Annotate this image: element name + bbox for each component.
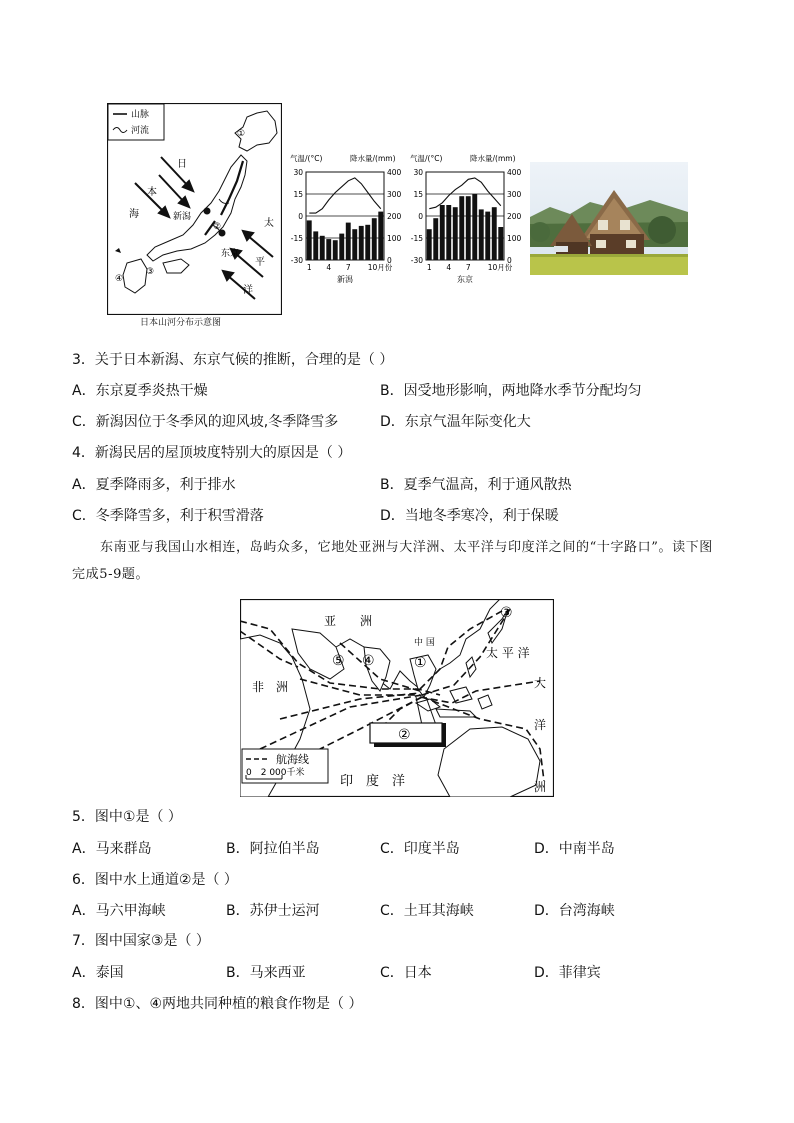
q4-option-c[interactable]: C．冬季降雪多，利于积雪滑落: [72, 508, 264, 524]
q5-option-c[interactable]: C．印度半岛: [380, 841, 460, 857]
month-tick-label: 7: [465, 263, 471, 272]
precip-bar: [453, 207, 458, 260]
precip-bar: [466, 196, 471, 260]
precip-bar: [320, 236, 325, 260]
temp-tick-label: 0: [418, 212, 423, 221]
precip-bar: [352, 229, 357, 260]
precip-bar: [333, 240, 338, 260]
temp-tick-label: 15: [293, 190, 303, 199]
temp-tick-label: 15: [413, 190, 423, 199]
precip-tick-label: 200: [507, 212, 522, 221]
ocean-char-yang: 洋: [243, 285, 253, 296]
q4-option-a[interactable]: A．夏季降雨多，利于排水: [72, 477, 236, 493]
precip-bar: [459, 196, 464, 260]
q3-option-b[interactable]: B．因受地形影响，两地降水季节分配均匀: [380, 383, 642, 399]
intro-paragraph: 东南亚与我国山水相连，岛屿众多，它地处亚洲与大洋洲、太平洋与印度洋之间的“十字路口”。读下图完成5-9题。: [72, 540, 713, 582]
precip-bar: [427, 229, 432, 260]
temp-tick-label: -15: [290, 234, 303, 243]
climate-chart-niigata: [288, 152, 408, 288]
precip-bar: [472, 194, 477, 260]
sea-routes-map-svg: [240, 599, 554, 797]
map2-marker-2: ②: [398, 727, 411, 743]
month-tick-label: 4: [446, 263, 452, 272]
climate-chart-niigata-svg: [288, 152, 408, 288]
precip-bar: [492, 207, 497, 260]
temp-tick-label: -30: [290, 256, 303, 265]
q6-option-a[interactable]: A．马六甲海峡: [72, 903, 166, 919]
question-4: 4．新潟民居的屋顶坡度特别大的原因是（ ）: [72, 445, 352, 461]
label-indian-ocean: 印 度 洋: [340, 774, 406, 789]
label-pacific: 太 平 洋: [486, 646, 530, 660]
marker-3: ③: [146, 267, 155, 277]
label-asia: 亚 洲: [324, 614, 373, 628]
legend-mountain: 山脉: [131, 110, 150, 120]
gassho-house-photo: [530, 162, 688, 275]
precip-bar: [378, 212, 383, 260]
q7-option-c[interactable]: C．日本: [380, 965, 432, 981]
precip-bar: [346, 223, 351, 260]
map2-marker-1: ①: [414, 655, 427, 671]
city-tokyo: 东京: [221, 249, 240, 259]
q7-option-d[interactable]: D．菲律宾: [534, 965, 601, 981]
legend-scale: 0 2 000千米: [246, 768, 305, 778]
q5-option-d[interactable]: D．中南半岛: [534, 841, 615, 857]
precip-bar: [359, 226, 364, 260]
precip-bar: [433, 218, 438, 260]
month-tick-label: 10月份: [367, 263, 393, 272]
precip-bar: [498, 227, 503, 260]
temp-tick-label: 30: [293, 168, 303, 177]
precip-axis-label: 降水量/(mm): [350, 154, 396, 163]
q6-option-d[interactable]: D．台湾海峡: [534, 903, 615, 919]
precip-tick-label: 0: [387, 256, 392, 265]
month-tick-label: 7: [345, 263, 351, 272]
q7-option-b[interactable]: B．马来西亚: [226, 965, 306, 981]
map2-marker-5: ⑤: [332, 653, 345, 669]
temp-tick-label: -30: [410, 256, 423, 265]
precip-bar: [440, 205, 445, 260]
label-da: 大: [534, 676, 547, 690]
precip-bar: [446, 205, 451, 260]
map2-marker-4: ④: [362, 653, 375, 669]
legend-river: 河流: [131, 126, 150, 136]
precip-bar: [326, 239, 331, 260]
month-tick-label: 1: [426, 263, 432, 272]
month-tick-label: 1: [306, 263, 312, 272]
month-tick-label: 10月份: [487, 263, 513, 272]
ocean-char-tai: 太: [264, 218, 274, 229]
sea-routes-map: [240, 599, 554, 797]
q7-option-a[interactable]: A．泰国: [72, 965, 124, 981]
q6-option-c[interactable]: C．土耳其海峡: [380, 903, 474, 919]
sea-char-ben: 本: [147, 187, 157, 198]
q3-option-a[interactable]: A．东京夏季炎热干燥: [72, 383, 208, 399]
climate-chart-tokyo: [408, 152, 528, 288]
q4-option-d[interactable]: D．当地冬季寒冷，利于保暖: [380, 508, 559, 524]
map2-marker-3: ③: [500, 605, 513, 621]
label-yang: 洋: [534, 718, 547, 732]
map-caption: 日本山河分布示意图: [140, 318, 222, 328]
q3-option-c[interactable]: C．新潟因位于冬季风的迎风坡,冬季降雪多: [72, 414, 339, 430]
precip-tick-label: 0: [507, 256, 512, 265]
question-6: 6．图中水上通道②是（ ）: [72, 872, 238, 888]
question-7: 7．图中国家③是（ ）: [72, 933, 210, 949]
japan-map-svg: [107, 103, 282, 315]
precip-bar: [479, 209, 484, 260]
month-tick-label: 4: [326, 263, 332, 272]
temperature-line: [309, 178, 381, 213]
precip-tick-label: 200: [387, 212, 402, 221]
temp-tick-label: 0: [298, 212, 303, 221]
marker-4: ④: [115, 274, 124, 284]
ocean-char-ping: 平: [255, 257, 265, 268]
marker-1: ①: [237, 129, 246, 139]
marker-2: ②: [213, 222, 222, 232]
precip-axis-label: 降水量/(mm): [470, 154, 516, 163]
temp-axis-label: 气温/(°C): [290, 154, 323, 163]
city-niigata: 新潟: [173, 212, 192, 222]
question-8: 8．图中①、④两地共同种植的粮食作物是（ ）: [72, 996, 363, 1012]
precip-bar: [313, 231, 318, 260]
precip-bar: [485, 212, 490, 260]
label-zhou: 洲: [534, 780, 547, 794]
japan-map: [107, 103, 282, 315]
precip-bar: [307, 220, 312, 260]
temp-tick-label: 30: [413, 168, 423, 177]
question-3: 3．关于日本新潟、东京气候的推断，合理的是（ ）: [72, 352, 394, 368]
question-5: 5．图中①是（ ）: [72, 809, 182, 825]
precip-tick-label: 300: [507, 190, 522, 199]
q5-option-b[interactable]: B．阿拉伯半岛: [226, 841, 320, 857]
label-africa: 非 洲: [252, 680, 289, 694]
precip-tick-label: 400: [387, 168, 402, 177]
temp-axis-label: 气温/(°C): [410, 154, 443, 163]
chart-title: 东京: [457, 275, 473, 284]
temperature-line: [429, 178, 501, 209]
q3-option-d[interactable]: D．东京气温年际变化大: [380, 414, 531, 430]
sea-char-hai: 海: [129, 209, 139, 220]
q4-option-b[interactable]: B．夏季气温高，利于通风散热: [380, 477, 572, 493]
precip-bar: [339, 234, 344, 260]
precip-tick-label: 100: [387, 234, 402, 243]
precip-tick-label: 300: [387, 190, 402, 199]
chart-title: 新潟: [337, 275, 353, 284]
q6-option-b[interactable]: B．苏伊士运河: [226, 903, 320, 919]
sea-char-ri: 日: [177, 159, 187, 170]
temp-tick-label: -15: [410, 234, 423, 243]
precip-tick-label: 400: [507, 168, 522, 177]
climate-chart-tokyo-svg: [408, 152, 528, 288]
precip-tick-label: 100: [507, 234, 522, 243]
precip-bar: [365, 225, 370, 260]
legend-route: 航海线: [276, 753, 309, 766]
q5-option-a[interactable]: A．马来群岛: [72, 841, 152, 857]
precip-bar: [372, 218, 377, 260]
label-china: 中 国: [414, 638, 435, 648]
